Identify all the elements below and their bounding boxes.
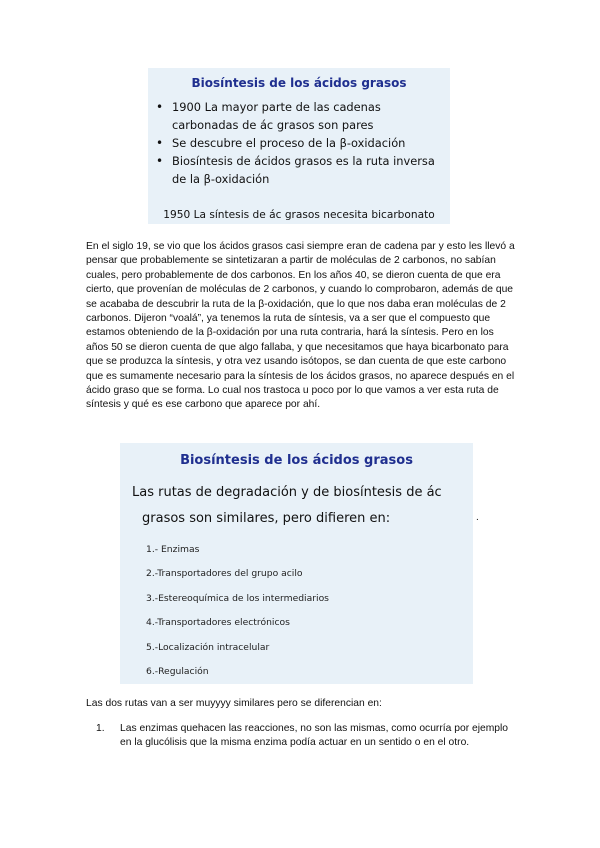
slide-2-list-item: 1.- Enzimas (146, 544, 200, 555)
body-paragraph-2: Las dos rutas van a ser muyyyy similares pero se diferencian en: (86, 698, 382, 709)
slide-2-difference-list (146, 538, 473, 684)
slide-2-intro-line: Las rutas de degradación y de biosíntesis de ác (132, 485, 442, 500)
slide-1-bullet-text: Se descubre el proceso de la β-oxidación (172, 136, 406, 150)
bullet-icon: • (156, 136, 164, 150)
slide-2-list-item: 6.-Regulación (146, 666, 209, 678)
slide-1-bullet-text: 1900 La mayor parte de las cadenas carbonadas de ác grasos son pares (172, 100, 381, 132)
slide-2-list-item: 3.-Estereoquímica de los intermediarios (146, 592, 329, 604)
stray-period: . (476, 512, 479, 523)
slide-2-list-item: 4.-Transportadores electrónicos (146, 617, 290, 629)
body-paragraph-1: En el siglo 19, se vio que los ácidos grasos casi siempre eran de cadena par y esto les llevó a pensar que probablemente se sintetizaran a partir de moléculas de 2 carbonos, no sabían cuales, pero probablemente de dos carbonos. En los años 40, se dieron cuenta de que era cierto, que provenían de moléculas de 2 carbonos, y cuando lo comprobaron, además de que se acababa de descubrir la ruta de la β-oxidación, que lo que nos daba eran moléculas de 2 carbonos. Dijeron “voalá”, ya tenemos la ruta de síntesis, va a ser que el compuesto que estamos obteniendo de la β-oxidación por una ruta contraria, hará la síntesis. Pero en los años 50 se dieron cuenta de que algo fallaba, y que necesitamos que haya bicarbonato para que se produzca la síntesis, y otra vez usando isótopos, se dan cuenta de que este carbono que es sumamente necesario para la síntesis de los ácidos grasos, no aparece después en el ácido graso que se forma. Lo cual nos trastoca u poco por lo que vamos a ver esta ruta de síntesis y qué es ese carbono que aparece por ahí. (86, 241, 515, 411)
list-item-text: Las enzimas quehacen las reacciones, no son las mismas, como ocurría por ejemplo en la glucólisis que la misma enzima podía actuar en un sentido o en el otro. (120, 723, 509, 749)
bullet-icon: • (156, 154, 164, 168)
slide-1-bullet-item (154, 152, 450, 188)
slide-2-title: Biosíntesis de los ácidos grasos (180, 453, 413, 468)
numbered-list-item (96, 722, 516, 751)
slide-2-intro-line: grasos son similares, pero difieren en: (142, 511, 391, 526)
bullet-icon: • (156, 100, 164, 114)
slide-image-2 (120, 443, 473, 684)
slide-1-title: Biosíntesis de los ácidos grasos (191, 76, 407, 90)
slide-1-bullet-item (154, 98, 450, 134)
slide-2-list-item: 5.-Localización intracelular (146, 641, 270, 653)
numbered-list (96, 722, 516, 751)
slide-2-list-item: 2.-Transportadores del grupo acilo (146, 568, 303, 580)
slide-1-footer: 1950 La síntesis de ác grasos necesita bicarbonato (163, 209, 435, 221)
slide-image-1 (148, 68, 450, 224)
slide-1-bullet-text: Biosíntesis de ácidos grasos es la ruta inversa de la β-oxidación (172, 154, 435, 186)
list-number: 1. (96, 723, 105, 734)
slide-1-bullet-item (154, 134, 450, 152)
slide-1-bullet-list (148, 98, 450, 188)
slide-2-intro (132, 480, 473, 532)
